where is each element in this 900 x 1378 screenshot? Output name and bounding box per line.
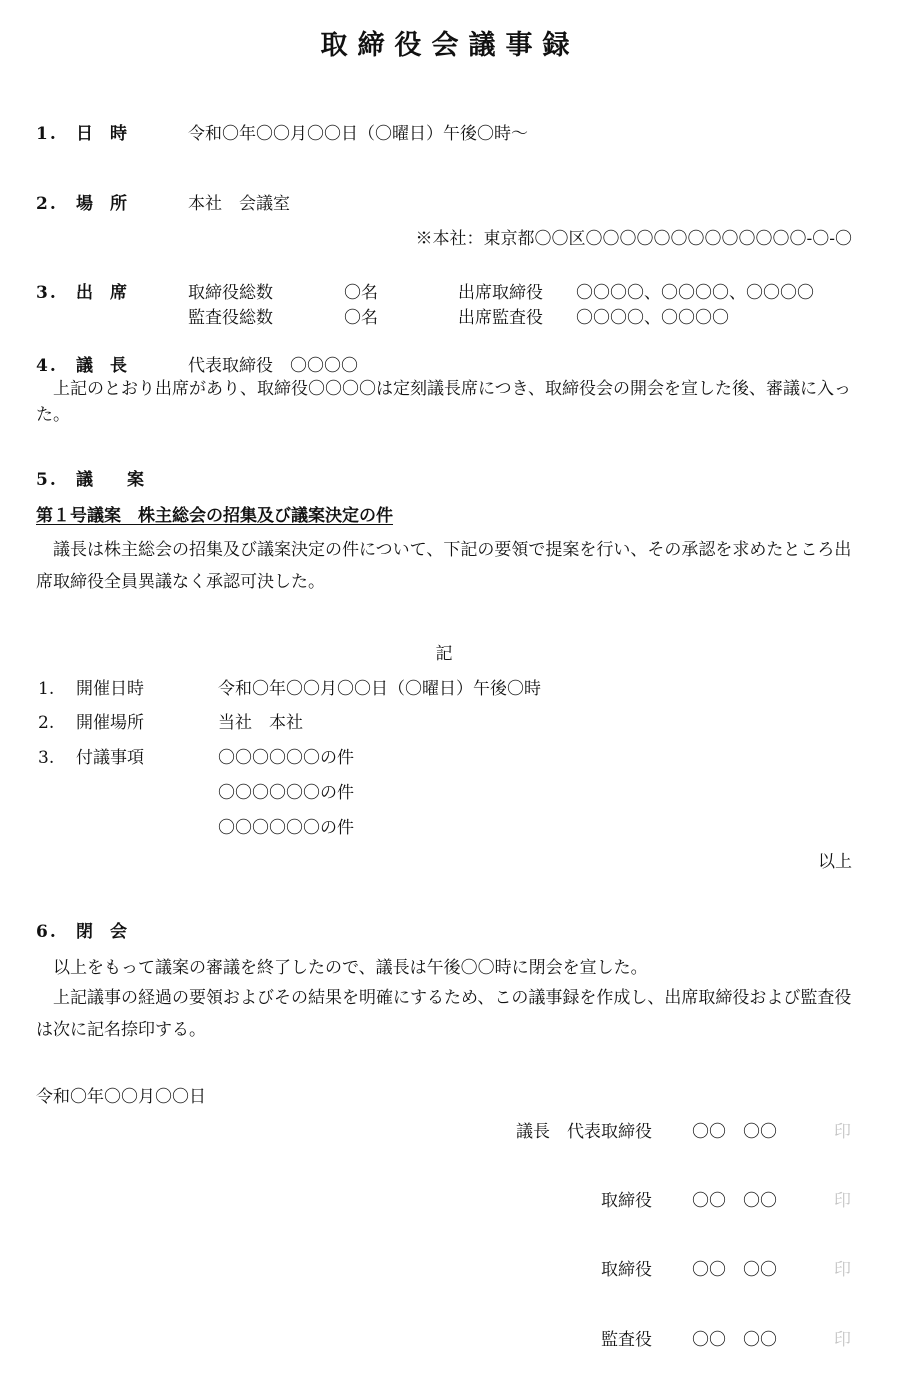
agenda-title: 第１号議案 株主総会の招集及び議案決定の件 — [36, 506, 393, 526]
item-2-number: 2. — [38, 713, 55, 733]
signature-name-director-1: 〇〇 〇〇 — [692, 1191, 777, 1211]
agenda-paragraph: 議長は株主総会の招集及び議案決定の件について、下記の要領で提案を行い、その承認を求めたところ出席取締役全員異議なく承認可決した。 — [36, 540, 852, 592]
director-total-label: 取締役総数 — [188, 283, 273, 303]
section-3-number: 3. — [36, 283, 58, 303]
attending-directors-label: 出席取締役 — [458, 283, 543, 303]
director-total-value: 〇名 — [344, 283, 378, 303]
section-2-label: 場 所 — [76, 194, 127, 214]
section-4-label: 議 長 — [76, 356, 127, 376]
meeting-datetime: 令和〇年〇〇月〇〇日（〇曜日）午後〇時〜 — [188, 124, 528, 144]
section-5-label: 議 案 — [76, 470, 144, 490]
section-4-number: 4. — [36, 356, 58, 376]
signature-role-director-1: 取締役 — [601, 1191, 652, 1211]
item-3-label: 付議事項 — [76, 748, 144, 768]
section-1-number: 1. — [36, 124, 58, 144]
item-1-number: 1. — [38, 679, 55, 699]
item-3-number: 3. — [38, 748, 55, 768]
signature-name-director-2: 〇〇 〇〇 — [692, 1260, 777, 1280]
attending-auditors-label: 出席監査役 — [458, 308, 543, 328]
section-1-label: 日 時 — [76, 124, 127, 144]
meeting-place: 本社 会議室 — [188, 194, 290, 214]
section-5-number: 5. — [36, 470, 58, 490]
document-date: 令和〇年〇〇月〇〇日 — [36, 1087, 206, 1107]
item-1-label: 開催日時 — [76, 679, 144, 699]
address-note: ※本社：東京都〇〇区〇〇〇〇〇〇〇〇〇〇〇〇〇-〇-〇 — [415, 229, 852, 249]
document-title: 取締役会議事録 — [320, 30, 580, 61]
signature-name-chair: 〇〇 〇〇 — [692, 1122, 777, 1142]
attending-directors-value: 〇〇〇〇、〇〇〇〇、〇〇〇〇 — [576, 283, 814, 303]
chair-paragraph: 上記のとおり出席があり、取締役〇〇〇〇は定刻議長席につき、取締役会の開会を宣した後、審議に入った。 — [36, 379, 851, 425]
seal-mark: 印 — [834, 1330, 851, 1350]
item-2-value: 当社 本社 — [218, 713, 303, 733]
item-3-value-2: 〇〇〇〇〇〇の件 — [218, 783, 354, 803]
section-2-number: 2. — [36, 194, 58, 214]
signature-name-auditor: 〇〇 〇〇 — [692, 1330, 777, 1350]
item-3-value: 〇〇〇〇〇〇の件 — [218, 748, 354, 768]
section-3-label: 出 席 — [76, 283, 127, 303]
item-1-value: 令和〇年〇〇月〇〇日（〇曜日）午後〇時 — [218, 679, 541, 699]
signature-role-chair: 議長 代表取締役 — [516, 1122, 652, 1142]
section-6-label: 閉 会 — [76, 922, 127, 942]
seal-mark: 印 — [834, 1122, 851, 1142]
auditor-total-value: 〇名 — [344, 308, 378, 328]
section-6-number: 6. — [36, 922, 58, 942]
ki-heading: 記 — [435, 644, 453, 664]
signature-role-auditor: 監査役 — [601, 1330, 652, 1350]
item-2-label: 開催場所 — [76, 713, 144, 733]
end-mark: 以上 — [818, 852, 852, 872]
item-3-value-3: 〇〇〇〇〇〇の件 — [218, 818, 354, 838]
attending-auditors-value: 〇〇〇〇、〇〇〇〇 — [576, 308, 729, 328]
seal-mark: 印 — [834, 1191, 851, 1211]
seal-mark: 印 — [834, 1260, 851, 1280]
chairperson: 代表取締役 〇〇〇〇 — [188, 356, 358, 376]
closing-paragraph-1: 以上をもって議案の審議を終了したので、議長は午後〇〇時に閉会を宣した。 — [53, 958, 648, 978]
auditor-total-label: 監査役総数 — [188, 308, 273, 328]
closing-paragraph-2: 上記議事の経過の要領およびその結果を明確にするため、この議事録を作成し、出席取締役および監査役は次に記名捺印する。 — [36, 988, 852, 1040]
signature-role-director-2: 取締役 — [601, 1260, 652, 1280]
